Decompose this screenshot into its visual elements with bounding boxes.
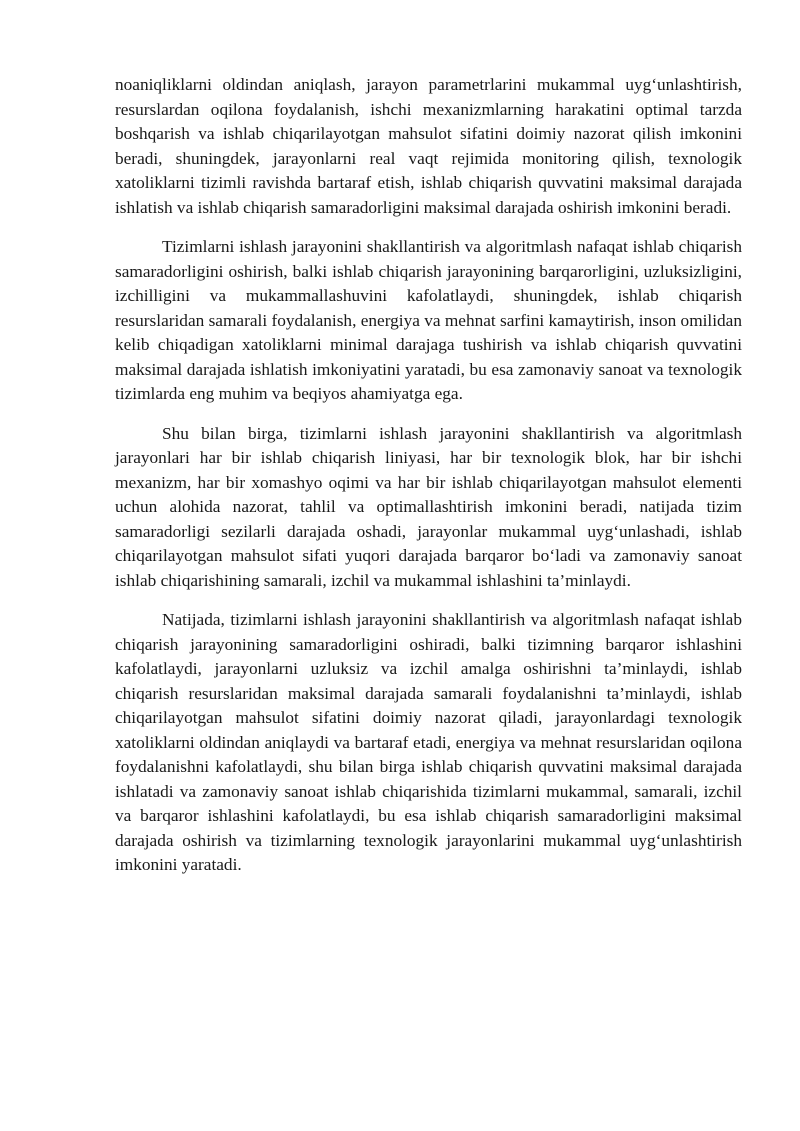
paragraph-2: Tizimlarni ishlash jarayonini shakllantirish va algoritmlash nafaqat ishlab chiqarish samaradorligini oshirish, balki ishlab chiqarish jarayonining barqarorligini, uzluksizligini, izchilligini va mukammallashuvini kafolatlaydi, shuningdek, ishlab chiqarish resurslaridan samarali foydalanish, energiya va mehnat sarfini kamaytirish, inson omilidan kelib chiqadigan xatoliklarni minimal darajaga tushirish va ishlab chiqarish quvvatini maksimal darajada ishlatish imkoniyatini yaratadi, bu esa zamonaviy sanoat va texnologik tizimlarda eng muhim va beqiyos ahamiyatga ega. (115, 237, 742, 403)
document-page (115, 73, 742, 893)
paragraph-3: Shu bilan birga, tizimlarni ishlash jarayonini shakllantirish va algoritmlash jarayonlari har bir ishlab chiqarish liniyasi, har bir texnologik blok, har bir ishchi mexanizm, har bir xomashyo oqimi va har bir ishlab chiqarilayotgan mahsulot elementi uchun alohida nazorat, tahlil va optimallashtirish imkonini beradi, natijada tizim samaradorligi sezilarli darajada oshadi, jarayonlar mukammal uyg‘unlashadi, ishlab chiqarilayotgan mahsulot sifati yuqori darajada barqaror bo‘ladi va zamonaviy sanoat ishlab chiqarishining samarali, izchil va mukammal ishlashini ta’minlaydi. (115, 423, 742, 590)
paragraph-continuation: noaniqliklarni oldindan aniqlash, jarayon parametrlarini mukammal uyg‘unlashtirish, resurslardan oqilona foydalanish, ishchi mexanizmlarning harakatini optimal tarzda boshqarish va ishlab chiqarilayotgan mahsulot sifatini doimiy nazorat qilish imkonini beradi, shuningdek, jarayonlarni real vaqt rejimida monitoring qilish, texnologik xatoliklarni tizimli ravishda bartaraf etish, ishlab chiqarish quvvatini maksimal darajada ishlatish va ishlab chiqarish samaradorligini maksimal darajada oshirish imkonini beradi. (115, 75, 742, 217)
paragraph-4: Natijada, tizimlarni ishlash jarayonini shakllantirish va algoritmlash nafaqat ishlab chiqarish jarayonining samaradorligini oshiradi, balki tizimning barqaror ishlashini kafolatlaydi, jarayonlarni uzluksiz va izchil amalga oshirishni ta’minlaydi, ishlab chiqarish resurslaridan maksimal darajada samarali foydalanishni ta’minlaydi, ishlab chiqarilayotgan mahsulot sifatini doimiy nazorat qiladi, jarayonlardagi texnologik xatoliklarni oldindan aniqlaydi va bartaraf etadi, energiya va mehnat resurslaridan oqilona foydalanishni kafolatlaydi, shu bilan birga ishlab chiqarish quvvatini maksimal darajada ishlatadi va zamonaviy sanoat ishlab chiqarishida tizimlarni mukammal, samarali, izchil va barqaror ishlashini kafolatlaydi, bu esa ishlab chiqarish samaradorligini maksimal darajada oshirish va tizimlarning texnologik jarayonlarini mukammal uyg‘unlashtirish imkonini yaratadi. (115, 610, 742, 874)
